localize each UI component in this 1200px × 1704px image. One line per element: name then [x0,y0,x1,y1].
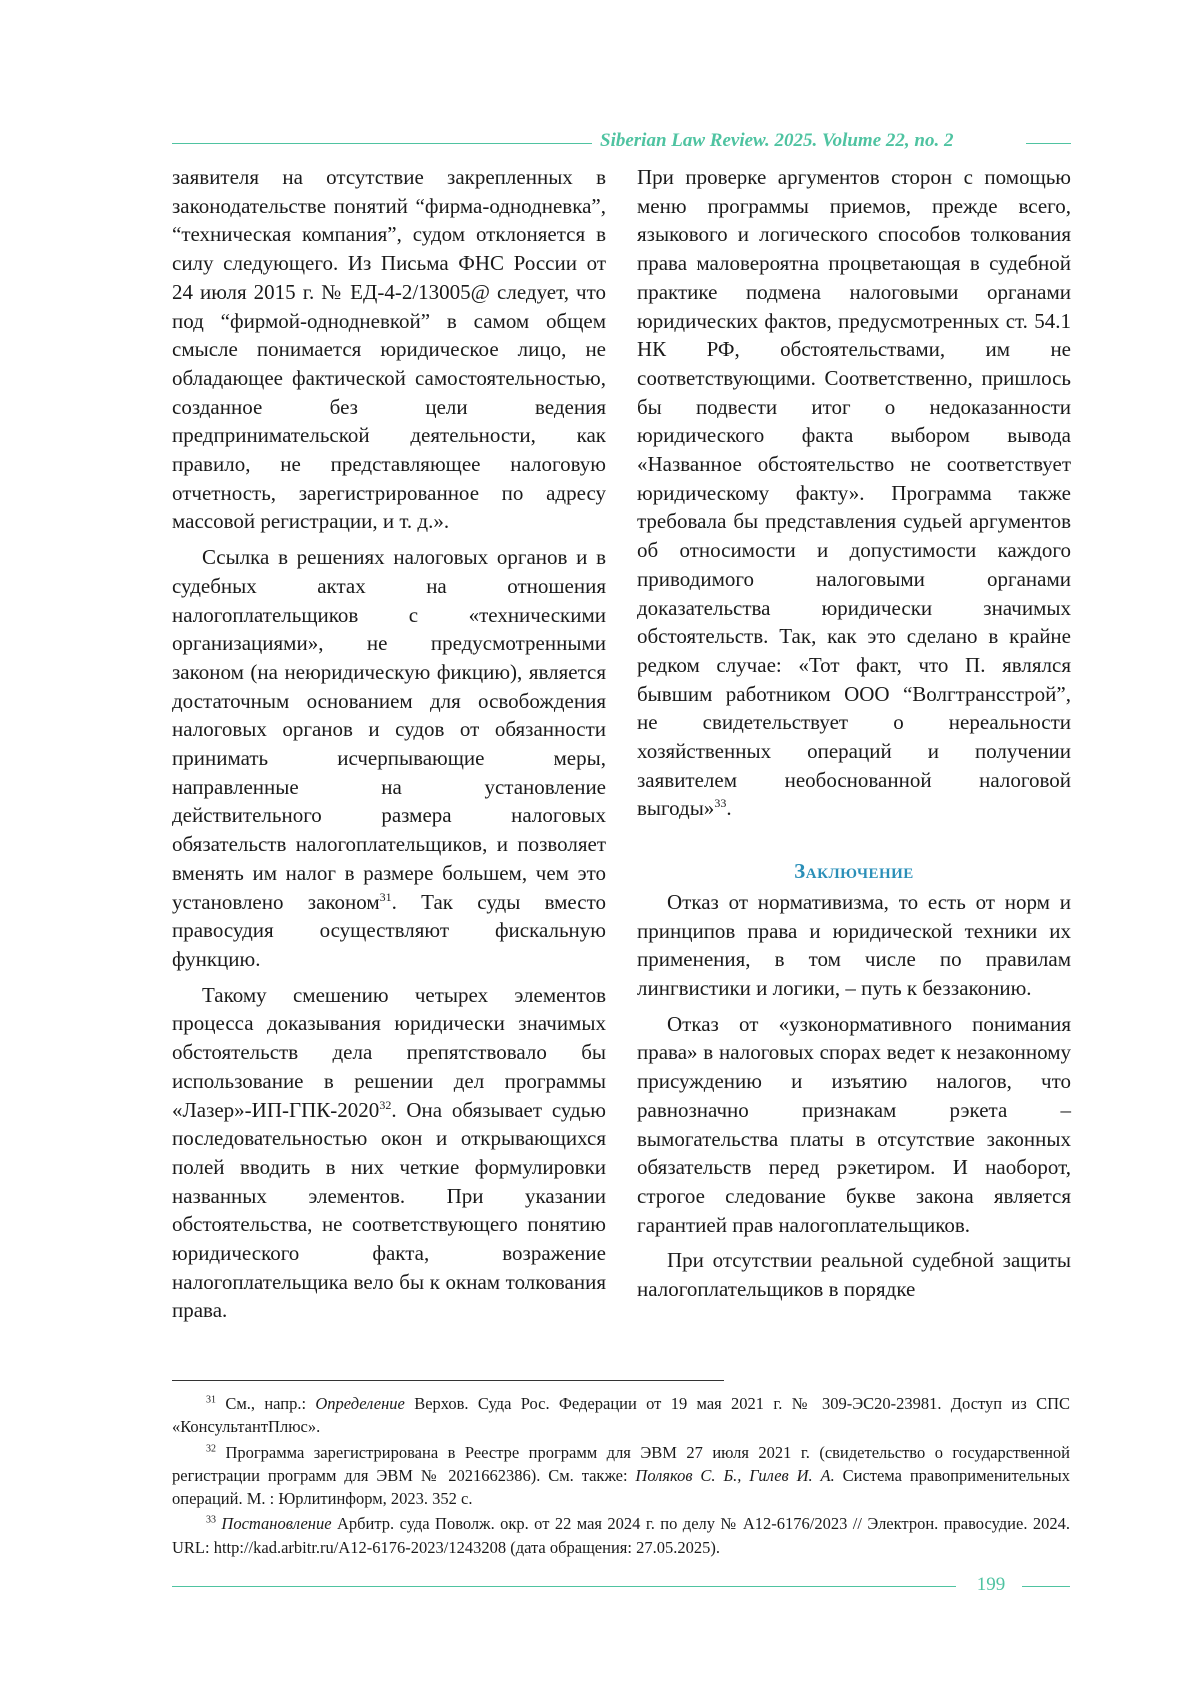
left-paragraph-2-text: Ссылка в решениях налоговых органов и в судебных актах на отношения налогоплательщиков с «техническими организациями», не предусмотренными законом (на неюридическую фикцию), является достаточным основанием для освобождения налоговых органов и судов от обязанности принимать исчерпывающие меры, направленные на установление действительного размера налоговых обязательств налогоплательщиков, и позволяет вменять им налог в размере большем, чем это установлено законом [172,545,606,914]
footnote-italic: Определение [315,1394,405,1413]
right-paragraph-2: Отказ от нормативизма, то есть от норм и принципов права и юридической техники их применения, в том числе по правилам лингвистики и логики, – путь к беззаконию. [637,889,1071,1000]
right-paragraph-1-text: При проверке аргументов сторон с помощью меню программы приемов, прежде всего, языкового и логического способов толкования права маловероятна процветающая в судебной практике подмена налоговыми органами юридических фактов, предусмотренных ст. 54.1 НК РФ, обстоятельствами, им не соответствующими. Соответственно, пришлось бы подвести итог о недоказанности юридического факта выбором вывода «Названное обстоятельство не соответствует юридическому факту». Программа также требовала бы представления судьей аргументов об относимости и допустимости каждого приводимого налоговыми органами доказательства юридически значимых обстоятельств. Так, как это сделано в крайне редком случае: «Тот факт, что П. являлся бывшим работником ООО “Волгтрансстрой”, не свидетельствует о нереальности хозяйственных операций и получении заявителем необоснованной налоговой выгоды» [637,165,1071,821]
header-rule-right [1026,143,1071,144]
footnote-separator [172,1380,724,1381]
footnote-ref-31: 31 [379,889,392,904]
footnote-ref-33: 33 [714,796,727,811]
left-paragraph-2-tail: . Так суды вместо правосудия осуществляют фискальную функцию. [172,889,606,971]
footnote-text: См., напр.: [225,1394,316,1413]
footnote-number: 31 [206,1394,216,1406]
footnote-text: Арбитр. суда Поволж. окр. от 22 мая 2024 г. по делу № А12-6176/2023 // Электрон. правосудие. 2024. URL: http://kad.arbitr.ru/A12-6176-2023/1243208 (дата обращения: 27.05.2025). [172,1514,1070,1557]
left-paragraph-3-text: Такому смешению четырех элементов процесса доказывания юридически значимых обстоятельств дела препятствовало бы использование в решении дел программы «Лазер»-ИП-ГПК-2020 [172,982,606,1122]
page-number: 199 [976,1574,1006,1595]
footnotes [172,1392,1070,1561]
right-paragraph-1 [637,163,1071,823]
journal-running-title: Siberian Law Review. 2025. Volume 22, no. 2 [600,130,954,151]
footnote-italic: Постановление [221,1514,332,1534]
footer-rule-left [172,1586,956,1587]
footnote-italic: Поляков С. Б., Гилев И. А. [635,1465,835,1485]
footnote-text: Система правоприменительных операций. М. : Юрлитинформ, 2023. 352 с. [172,1465,1070,1509]
left-paragraph-1: заявителя на отсутствие закрепленных в законодательстве понятий “фирма-однодневка”, “техническая компания”, судом отклоняется в силу следующего. Из Письма ФНС России от 24 июля 2015 г. № ЕД-4-2/13005@ следует, что под “фирмой-однодневкой” в самом общем смысле понимается юридическое лицо, не обладающее фактической самостоятельностью, созданное без цели ведения предпринимательской деятельности, как правило, не представляющее налоговую отчетность, зарегистрированное по адресу массовой регистрации, и т. д.». [172,165,606,534]
footnote-text: Программа зарегистрирована в Реестре программ для ЭВМ 27 июля 2021 г. (свидетельство о государственной регистрации программ для ЭВМ № 2021662386). См. также: [172,1442,1071,1485]
footnote-ref-32: 32 [379,1097,392,1112]
footnote-33 [172,1512,1070,1559]
footnote-number: 32 [206,1443,216,1455]
right-paragraph-1-tail: . [726,796,732,821]
header-rule-left [172,143,592,144]
right-column [637,163,1071,1304]
right-paragraph-4: При отсутствии реальной судебной защиты налогоплательщиков в порядке [637,1248,1071,1302]
footnote-text: Верхов. Суда Рос. Федерации от 19 мая 2021 г. № 309-ЭС20-23981. Доступ из СПС «КонсультантПлюс». [172,1394,1071,1437]
footer-rule-right [1022,1586,1070,1587]
left-paragraph-3 [172,981,606,1325]
left-paragraph-3-tail: . Она обязывает судью последовательностью окон и открывающихся полей вводить в них четкие формулировки названных элементов. При указании обстоятельства, не соответствующего понятию юридического факта, возражение налогоплательщика вело бы к окнам толкования права. [172,1097,606,1323]
right-paragraph-3: Отказ от «узконормативного понимания права» в налоговых спорах ведет к незаконному присуждению и изъятию налогов, что равнозначно признакам рэкета – вымогательства платы в отсутствие законных обязательств перед рэкетиром. И наоборот, строгое следование букве закона является гарантией прав налогоплательщиков. [637,1011,1071,1237]
footnote-32 [172,1441,1070,1511]
left-column [172,163,606,1325]
section-heading-conclusion: Заключение [794,859,914,884]
footnote-number: 33 [206,1514,216,1526]
left-paragraph-2 [172,543,606,974]
footnote-31 [172,1392,1070,1439]
